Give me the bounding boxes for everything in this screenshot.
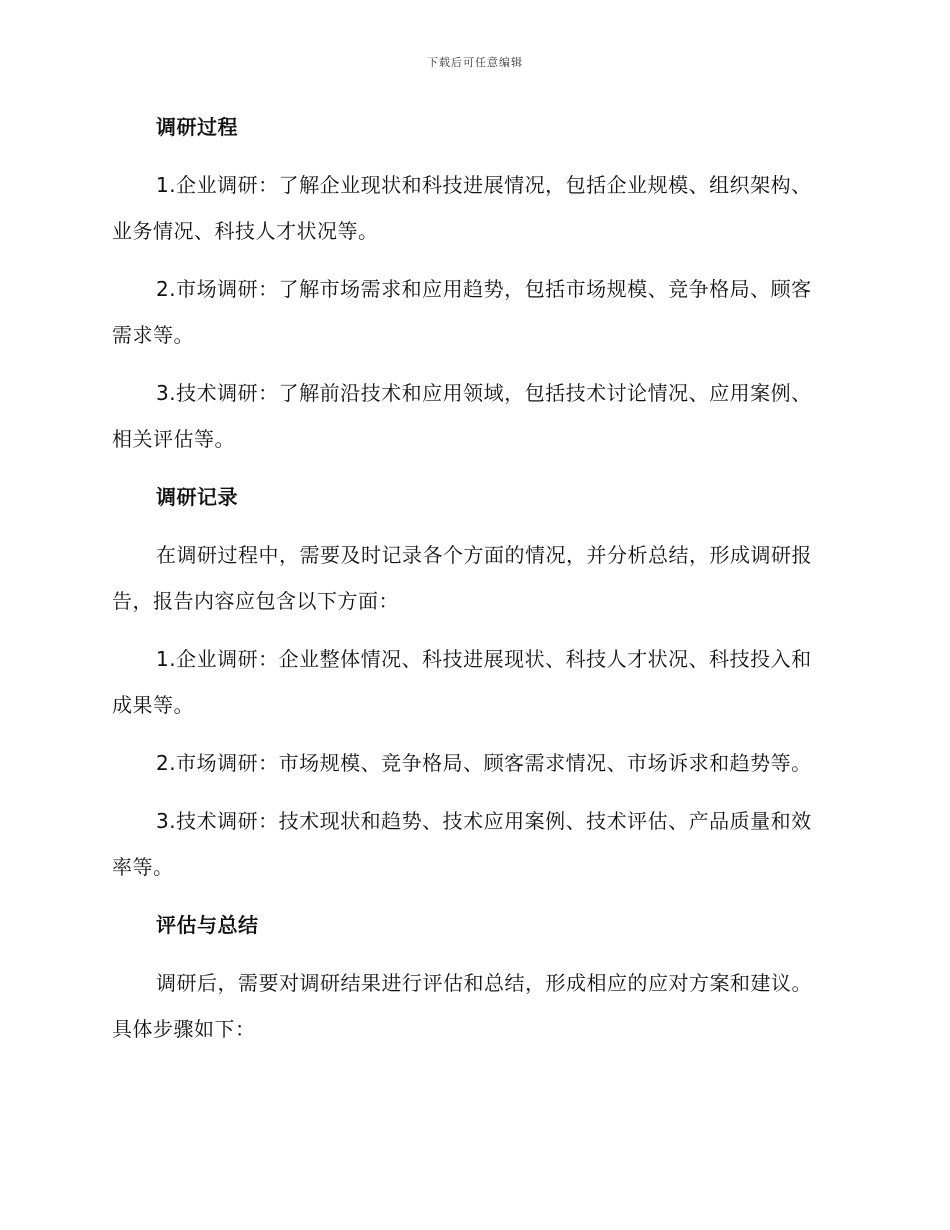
paragraph-market-research: 2.市场调研：了解市场需求和应用趋势，包括市场规模、竞争格局、顾客需求等。 xyxy=(112,277,812,347)
paragraph-technology-research: 3.技术调研：了解前沿技术和应用领域，包括技术讨论情况、应用案例、相关评估等。 xyxy=(112,381,812,451)
paragraph-evaluation-intro: 调研后，需要对调研结果进行评估和总结，形成相应的应对方案和建议。具体步骤如下： xyxy=(112,971,812,1041)
section-heading-research-record: 调研记录 xyxy=(156,485,238,509)
section-heading-evaluation-summary: 评估与总结 xyxy=(156,913,259,937)
section-heading-research-process: 调研过程 xyxy=(156,115,238,139)
page-header-note: 下载后可任意编辑 xyxy=(427,56,523,69)
paragraph-record-technology: 3.技术调研：技术现状和趋势、技术应用案例、技术评估、产品质量和效率等。 xyxy=(112,809,812,879)
paragraph-record-intro: 在调研过程中，需要及时记录各个方面的情况，并分析总结，形成调研报告，报告内容应包含以下方面： xyxy=(112,543,812,613)
paragraph-record-market: 2.市场调研：市场规模、竞争格局、顾客需求情况、市场诉求和趋势等。 xyxy=(156,751,812,775)
document-body xyxy=(112,104,832,1064)
paragraph-record-enterprise: 1.企业调研：企业整体情况、科技进展现状、科技人才状况、科技投入和成果等。 xyxy=(112,647,812,717)
paragraph-enterprise-research: 1.企业调研：了解企业现状和科技进展情况，包括企业规模、组织架构、业务情况、科技人才状况等。 xyxy=(112,173,812,243)
